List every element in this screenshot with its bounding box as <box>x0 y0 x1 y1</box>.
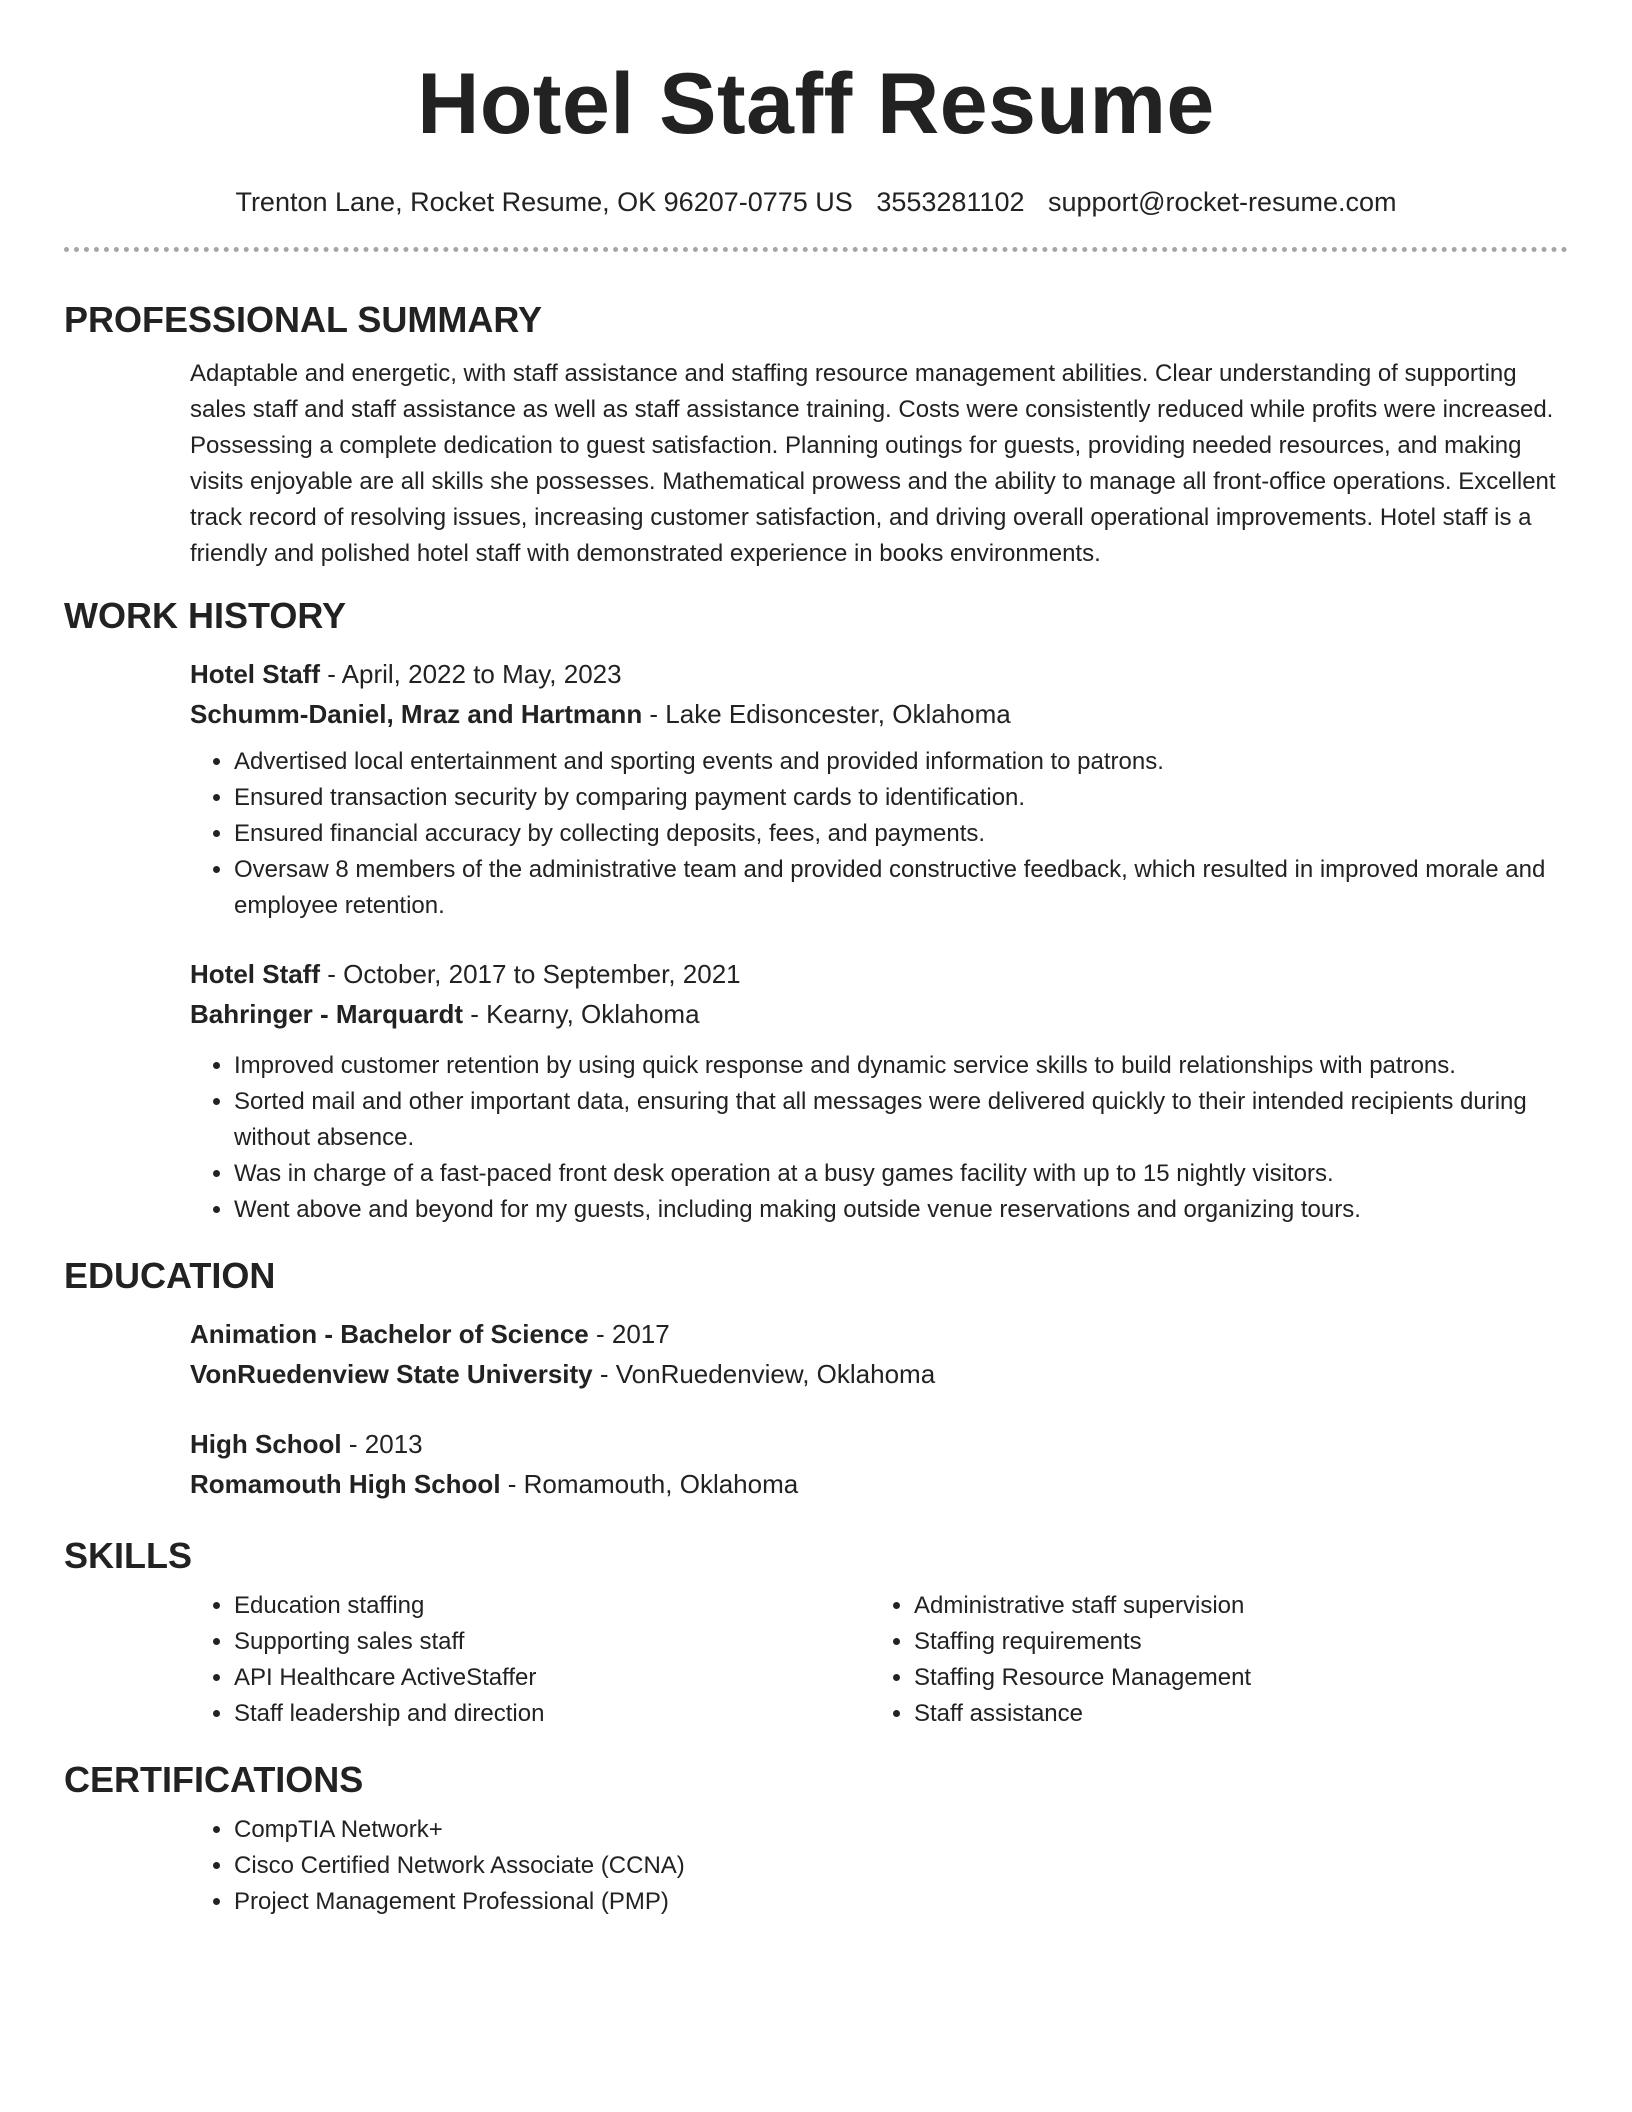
skills-column-left <box>190 1588 870 1732</box>
job-employer: Bahringer - Marquardt <box>190 999 464 1029</box>
job-bullets <box>190 1048 1568 1228</box>
education-heading: EDUCATION <box>64 1255 276 1296</box>
resume-title: Hotel Staff Resume <box>417 56 1215 152</box>
education-location: - Romamouth, Oklahoma <box>500 1469 799 1499</box>
skills-column-right <box>870 1588 1550 1732</box>
certification-item: • Project Management Professional (PMP) <box>234 1884 1568 1920</box>
skill-item: • Staff leadership and direction <box>234 1696 870 1732</box>
education-location: - VonRuedenview, Oklahoma <box>592 1359 936 1389</box>
contact-phone: 3553281102 <box>876 187 1025 217</box>
education-school-line <box>190 1354 1568 1394</box>
job-bullet: • Improved customer retention by using quick response and dynamic service skills to build relationships with patrons. <box>234 1048 1568 1084</box>
education-section <box>190 1314 1568 1504</box>
contact-email: support@rocket-resume.com <box>1048 187 1397 217</box>
certifications-heading: CERTIFICATIONS <box>64 1759 364 1800</box>
header-divider <box>64 247 1568 252</box>
job-title-line <box>190 654 1568 694</box>
summary-text: Adaptable and energetic, with staff assistance and staffing resource management abilities. Clear understanding of supporting sales staff and staff assistance as well as staff assistance training. Costs were consistently reduced while profits were increased. Possessing a complete dedication to guest satisfaction. Planning outings for guests, providing needed resources, and making visits enjoyable are all skills she possesses. Mathematical prowess and the ability to manage all front-office operations. Excellent track record of resolving issues, increasing customer satisfaction, and driving overall operational improvements. Hotel staff is a friendly and polished hotel staff with demonstrated experience in books environments. <box>190 360 1556 567</box>
skill-item: • Staffing Resource Management <box>914 1660 1550 1696</box>
skills-section <box>190 1588 1568 1732</box>
job-bullet: • Sorted mail and other important data, ensuring that all messages were delivered quickly to their intended recipients during without absence. <box>234 1084 1568 1156</box>
job-bullet: • Oversaw 8 members of the administrative team and provided constructive feedback, which resulted in improved morale and employee retention. <box>234 852 1568 924</box>
job-title: Hotel Staff <box>190 659 320 689</box>
job-dates: - October, 2017 to September, 2021 <box>320 959 741 989</box>
summary-heading: PROFESSIONAL SUMMARY <box>64 299 543 340</box>
skill-item: • Supporting sales staff <box>234 1624 870 1660</box>
job-entry <box>190 654 1568 924</box>
education-school: VonRuedenview State University <box>190 1359 593 1389</box>
skills-list-right <box>870 1588 1550 1732</box>
job-bullet: • Went above and beyond for my guests, including making outside venue reservations and organizing tours. <box>234 1192 1568 1228</box>
job-title-line <box>190 954 1568 994</box>
education-school: Romamouth High School <box>190 1469 501 1499</box>
education-year: - 2013 <box>341 1429 423 1459</box>
skill-item: • Staffing requirements <box>914 1624 1550 1660</box>
education-entry <box>190 1314 1568 1394</box>
job-entry <box>190 954 1568 1228</box>
education-entry <box>190 1424 1568 1504</box>
summary-section <box>190 356 1568 572</box>
job-bullet: • Was in charge of a fast-paced front desk operation at a busy games facility with up to 15 nightly visitors. <box>234 1156 1568 1192</box>
education-degree-line <box>190 1424 1568 1464</box>
skill-item: • Education staffing <box>234 1588 870 1624</box>
job-location: - Kearny, Oklahoma <box>463 999 700 1029</box>
education-year: - 2017 <box>588 1319 670 1349</box>
work-history-section <box>190 654 1568 1228</box>
job-employer-line <box>190 694 1568 734</box>
job-bullet: • Ensured transaction security by comparing payment cards to identification. <box>234 780 1568 816</box>
skills-list-left <box>190 1588 870 1732</box>
education-degree: High School <box>190 1429 342 1459</box>
job-employer: Schumm-Daniel, Mraz and Hartmann <box>190 699 643 729</box>
education-school-line <box>190 1464 1568 1504</box>
contact-address: Trenton Lane, Rocket Resume, OK 96207-0775 US <box>235 187 853 217</box>
job-bullet: • Advertised local entertainment and sporting events and provided information to patrons. <box>234 744 1568 780</box>
skill-item: • Staff assistance <box>914 1696 1550 1732</box>
certification-item: • Cisco Certified Network Associate (CCNA) <box>234 1848 1568 1884</box>
job-employer-line <box>190 994 1568 1034</box>
education-degree: Animation - Bachelor of Science <box>190 1319 589 1349</box>
job-dates: - April, 2022 to May, 2023 <box>320 659 622 689</box>
job-title: Hotel Staff <box>190 959 320 989</box>
skill-item: • Administrative staff supervision <box>914 1588 1550 1624</box>
job-bullets <box>190 744 1568 924</box>
certification-item: • CompTIA Network+ <box>234 1812 1568 1848</box>
education-degree-line <box>190 1314 1568 1354</box>
skill-item: • API Healthcare ActiveStaffer <box>234 1660 870 1696</box>
job-location: - Lake Edisoncester, Oklahoma <box>642 699 1011 729</box>
skills-grid <box>190 1588 1568 1732</box>
certifications-section <box>190 1812 1568 1920</box>
work-history-heading: WORK HISTORY <box>64 595 347 636</box>
job-bullet: • Ensured financial accuracy by collecting deposits, fees, and payments. <box>234 816 1568 852</box>
skills-heading: SKILLS <box>64 1535 193 1576</box>
certifications-list <box>190 1812 1568 1920</box>
contact-line <box>64 182 1568 222</box>
